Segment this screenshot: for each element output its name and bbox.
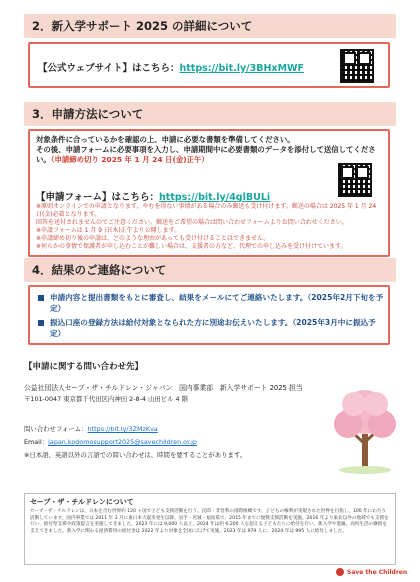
result-notice-box	[28, 285, 390, 345]
contact-form-row: 問い合わせフォーム：https://bit.ly/3ZMzKva	[24, 425, 158, 433]
note-line: 回答を送付されませんのでご注意ください。郵送をご希望の場合は問い合わせフォームよりお問い合わせください。	[36, 219, 348, 226]
result-bullet-1: 申請内容と提出書類をもとに審査し、結果をメールにてご連絡いたします。（2025年2月下旬を予定）	[38, 292, 384, 314]
contact-form-link[interactable]: https://bit.ly/3ZMzKva	[87, 425, 158, 433]
contact-org: 公益社団法人セーブ・ザ・チルドレン・ジャパン 国内事業部 新入学サポート 2025 担当	[24, 384, 303, 392]
qr-code-icon	[338, 163, 372, 197]
bullet-square-icon	[38, 295, 44, 301]
qr-code-icon	[340, 49, 374, 83]
note-line: ※何らかの事情で保護者が申し込むことが難しい場合は、支援者の方など、代理での申し込みを受け付けています。	[36, 243, 347, 250]
logo-icon	[336, 568, 344, 576]
about-text: セーブ・ザ・チルドレンは、日本を含む世界約 120 ヶ国で子ども支援活動を行う、民間・非営利の国際組織です。子どもの権利が実現された世界を目指し、100 年にわたり活動しています。国内事業では 2011 年 3 月に東日本大震災発生以降、岩手・宮城・福島県で、2015 年までに復興支援活動を実施。2016 年より東北以外の地域でも支援を行い、給付型支援や政策提言を実施してきました。2023 年には 9,000 人以上、2024 年は約 6,200 人を超える子どもたちに給付を行い、新入学や進級、高校生活の継続を支えてきました。新入学に関わる経済費用の給付金は 2022 年より対象を全国に広げて実施。2023 年は 979 人に、2024 年は 995 人に給付しました。	[30, 509, 389, 534]
about-box	[24, 493, 396, 565]
contact-email-row: Email：japan.kodomosupport2025@savechildren.or.jp	[24, 438, 197, 446]
section-4-header	[24, 258, 396, 282]
deadline-text: （申請締め切り 2025 年 1 月 24 日(金)正午）	[50, 155, 209, 164]
application-line-1: 対象条件に合っているかを確認の上、申請に必要な書類を準備してください。	[36, 135, 295, 144]
application-method-box	[28, 129, 390, 257]
contact-address: 〒101-0047 東京都千代田区内神田 2-8-4 山田ビル 4 階	[24, 395, 189, 403]
official-website-box	[28, 42, 390, 88]
note-line: ※申請締め切り後の申請は、どのような理由があっても受け付けることはできません。	[36, 235, 270, 242]
save-the-children-logo	[336, 568, 407, 576]
contact-note: ※日本語、英語以外の言語での問い合わせは、時間を要することがあります。	[24, 451, 247, 459]
contact-email-link[interactable]: japan.kodomosupport2025@savechildren.or.jp	[48, 438, 197, 446]
section-3-header	[24, 102, 396, 126]
about-title: セーブ・ザ・チルドレンについて	[30, 498, 134, 506]
application-form-label: 【申請フォーム】はこちら：	[36, 192, 160, 203]
contact-title: 【申請に関する問い合わせ先】	[24, 362, 144, 372]
note-line: ※申請フォームは 1 月 9 日(木)正午より公開します。	[36, 227, 181, 234]
application-line-2: その後、申請フォームに必要事項を入力し、申請期間中に必要書類のデータを添付して送信してください。（申請締め切り 2025 年 1 月 24 日(金)正午）	[36, 145, 376, 164]
bullet-square-icon	[38, 320, 44, 326]
logo-text: Save the Children	[347, 568, 408, 576]
section-4-title: 4．結果のご連絡について	[32, 263, 167, 277]
result-bullet-2: 振込口座の登録方法は給付対象となられた方に別途お伝えいたします。（2025年3月中に振込予定）	[38, 317, 384, 339]
official-website-link[interactable]: https://bit.ly/3BHxMWF	[179, 63, 304, 74]
application-form-link[interactable]: https://bit.ly/4glBULi	[159, 192, 271, 203]
section-2-title: 2．新入学サポート 2025 の詳細について	[32, 19, 253, 33]
official-website-label: 【公式ウェブサイト】はこちら：	[38, 63, 180, 74]
section-2-header	[24, 14, 396, 38]
note-line: ※原則オンラインでの申請となります。やむを得ない事情がある場合のみ郵送も受け付けます。郵送の場合は 2025 年 1 月 24 日(金)必着となります。	[36, 203, 377, 218]
section-3-title: 3．申請方法について	[32, 107, 144, 121]
cherry-tree-illustration	[330, 384, 400, 476]
